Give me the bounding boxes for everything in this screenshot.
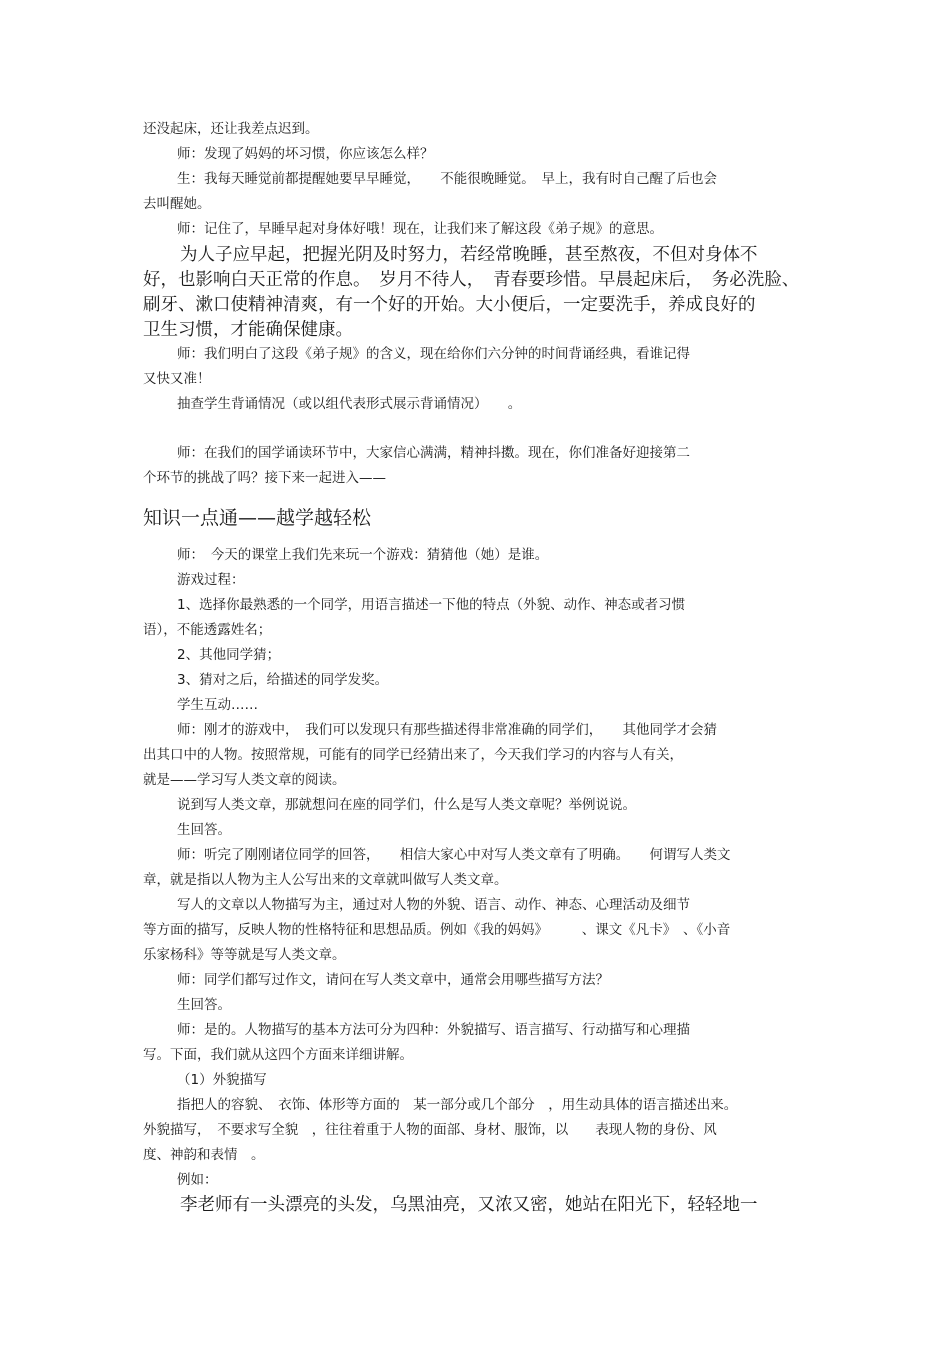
text-line-large: 为人子应早起，把握光阴及时努力，若经常晚睡，甚至熬夜，不但对身体不 [180, 245, 758, 265]
text-line: 师：是的。人物描写的基本方法可分为四种：外貌描写、语言描写、行动描写和心理描 [177, 1022, 690, 1038]
text-line-large: 李老师有一头漂亮的头发，乌黑油亮，又浓又密，她站在阳光下，轻轻地一 [180, 1195, 758, 1215]
text-line: 师： 今天的课堂上我们先来玩一个游戏：猜猜他（她）是谁。 [177, 547, 549, 563]
text-line: 生回答。 [177, 822, 231, 838]
text-line: 例如： [177, 1172, 218, 1188]
text-line: 生回答。 [177, 997, 231, 1013]
text-line: 师：记住了，早睡早起对身体好哦！现在，让我们来了解这段《弟子规》的意思。 [177, 221, 663, 237]
subsection-heading: （1）外貌描写 [177, 1072, 267, 1088]
text-line: 抽查学生背诵情况（或以组代表形式展示背诵情况） 。 [177, 396, 522, 412]
text-line: 说到写人类文章，那就想问在座的同学们，什么是写人类文章呢？举例说说。 [177, 797, 636, 813]
text-line-large: 好，也影响白天正常的作息。 岁月不待人， 青春要珍惜。早晨起床后， 务必洗脸、 [143, 270, 800, 290]
text-line: 语），不能透露姓名； [143, 622, 272, 638]
text-line: 指把人的容貌、 衣饰、体形等方面的 某一部分或几个部分 ，用生动具体的语言描述出来。 [177, 1097, 738, 1113]
text-line: 2、其他同学猜； [177, 647, 281, 663]
text-line-large: 刷牙、漱口使精神清爽，有一个好的开始。大小便后，一定要洗手，养成良好的 [143, 295, 756, 315]
text-line: 师：我们明白了这段《弟子规》的含义，现在给你们六分钟的时间背诵经典，看谁记得 [177, 346, 690, 362]
text-line: 师：在我们的国学诵读环节中，大家信心满满，精神抖擞。现在，你们准备好迎接第二 [177, 445, 690, 461]
text-line: 外貌描写， 不要求写全貌 ，往往着重于人物的面部、身材、服饰，以 表现人物的身份、风 [143, 1122, 717, 1138]
text-line: 写人的文章以人物描写为主，通过对人物的外貌、语言、动作、神态、心理活动及细节 [177, 897, 690, 913]
text-line: 就是——学习写人类文章的阅读。 [143, 772, 346, 788]
text-line: 又快又准！ [143, 371, 211, 387]
text-line: 乐家杨科》等等就是写人类文章。 [143, 947, 346, 963]
text-line-large: 卫生习惯，才能确保健康。 [143, 320, 353, 340]
text-line: 去叫醒她。 [143, 196, 211, 212]
section-heading: 知识一点通——越学越轻松 [143, 507, 372, 529]
text-line: 师：发现了妈妈的坏习惯，你应该怎么样？ [177, 146, 434, 162]
text-line: 度、神韵和表情 。 [143, 1147, 265, 1163]
text-line: 还没起床，还让我差点迟到。 [143, 121, 319, 137]
text-line: 师：刚才的游戏中， 我们可以发现只有那些描述得非常准确的同学们， 其他同学才会猜 [177, 722, 717, 738]
text-line: 1、选择你最熟悉的一个同学，用语言描述一下他的特点（外貌、动作、神态或者习惯 [177, 597, 686, 613]
text-line: 师：听完了刚刚诸位同学的回答， 相信大家心中对写人类文章有了明确。 何谓写人类文 [177, 847, 731, 863]
text-line: 3、猜对之后，给描述的同学发奖。 [177, 672, 389, 688]
text-line: 游戏过程： [177, 572, 245, 588]
text-line: 写。下面，我们就从这四个方面来详细讲解。 [143, 1047, 413, 1063]
text-line: 个环节的挑战了吗？接下来一起进入—— [143, 470, 386, 486]
text-line: 师：同学们都写过作文，请问在写人类文章中，通常会用哪些描写方法？ [177, 972, 609, 988]
text-line: 等方面的描写，反映人物的性格特征和思想品质。例如《我的妈妈》 、课文《凡卡》 、《小音 [143, 922, 731, 938]
text-line: 学生互动…… [177, 697, 258, 713]
text-line: 出其口中的人物。按照常规，可能有的同学已经猜出来了，今天我们学习的内容与人有关， [143, 747, 683, 763]
text-line: 章，就是指以人物为主人公写出来的文章就叫做写人类文章。 [143, 872, 508, 888]
text-line: 生：我每天睡觉前都提醒她要早早睡觉， 不能很晚睡觉。 早上，我有时自己醒了后也会 [177, 171, 717, 187]
